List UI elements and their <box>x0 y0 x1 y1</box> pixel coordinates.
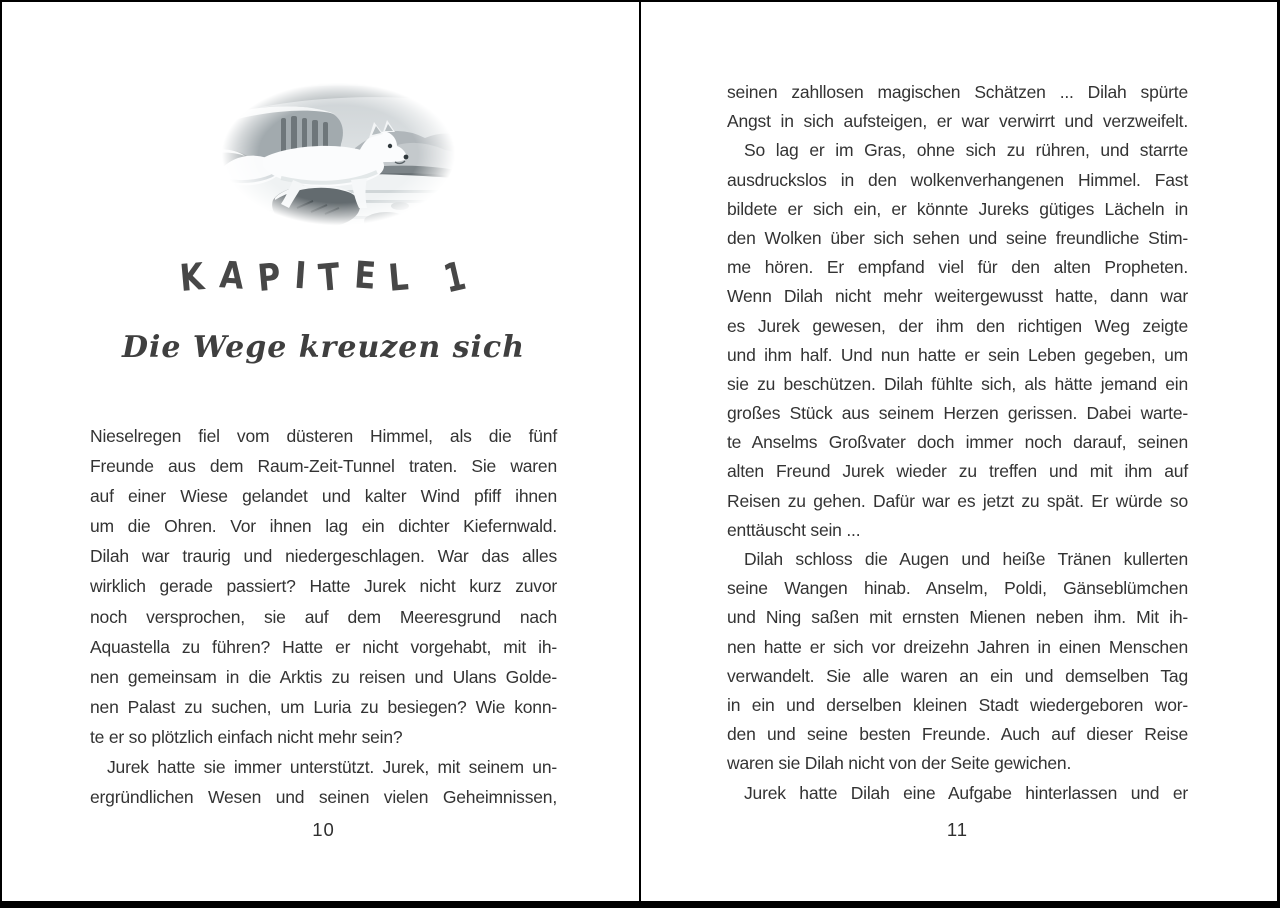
text-line: um die Ohren. Vor ihnen lag ein dichter Kiefernwald. <box>90 516 557 537</box>
text-line: te er so plötzlich einfach nicht mehr sein? <box>90 726 403 747</box>
text-line: und ihm half. Und nun hatte er sein Leben gegeben, um <box>727 344 1188 365</box>
text-line: ergründlichen Wesen und seinen vielen Geheimnissen, <box>90 787 557 808</box>
text-line: Wenn Dilah nicht mehr weitergewusst hatte, dann war <box>727 286 1188 307</box>
text-line: Nieselregen fiel vom düsteren Himmel, als die fünf <box>90 426 557 446</box>
chapter-illustration <box>185 60 492 248</box>
text-line: Reisen zu gehen. Dafür war es jetzt zu spät. Er würde so <box>727 490 1188 511</box>
scan-edge-bottom <box>0 901 1280 908</box>
left-page <box>0 0 639 908</box>
text-line: te Anselms Großvater doch immer noch darauf, seinen <box>727 432 1188 453</box>
text-line: Jurek hatte sie immer unterstützt. Jurek, mit seinem un- <box>107 757 557 778</box>
text-line: auf einer Wiese gelandet und kalter Wind pfiff ihnen <box>90 486 557 507</box>
text-line: Dilah schloss die Augen und heiße Tränen kullerten <box>744 549 1188 569</box>
text-line: Dilah war traurig und niedergeschlagen. War das alles <box>90 546 557 567</box>
text-line: Jurek hatte Dilah eine Aufgabe hinterlassen und er <box>744 782 1188 803</box>
text-line: noch versprochen, sie auf dem Meeresgrund nach <box>90 606 557 627</box>
scan-edge-left <box>0 0 2 908</box>
text-line: wirklich gerade passiert? Hatte Jurek nicht kurz zuvor <box>90 576 557 597</box>
text-line: großes Stück aus seinem Herzen gerissen. Dabei warte- <box>727 403 1188 424</box>
text-line: Angst in sich aufsteigen, er war verwirrt und verzweifelt. <box>727 111 1188 132</box>
right-page-number: 11 <box>946 819 969 840</box>
text-line: und Ning saßen mit ernsten Mienen neben ihm. Mit ih- <box>727 607 1188 628</box>
text-line: Freunde aus dem Raum-Zeit-Tunnel traten. Sie waren <box>90 456 557 477</box>
text-line: seine Wangen hinab. Anselm, Poldi, Gänseblümchen <box>727 578 1188 599</box>
text-line: seinen zahllosen magischen Schätzen ... Dilah spürte <box>727 82 1188 102</box>
text-line: Aquastella zu führen? Hatte er nicht vorgehabt, mit ih- <box>90 636 557 657</box>
left-page-text <box>90 421 557 812</box>
text-line: den Wolken über sich sehen und seine freundliche Stim- <box>727 227 1188 248</box>
text-line: verwandelt. Sie alle waren an ein und demselben Tag <box>727 665 1188 686</box>
text-line: alten Freund Jurek wieder zu treffen und mit ihm auf <box>727 461 1188 482</box>
text-line: in ein und derselben kleinen Stadt wiedergeboren wor- <box>727 694 1188 715</box>
right-page <box>641 0 1277 908</box>
text-line: bildete er sich ein, er könnte Jureks gütiges Lächeln in <box>727 198 1188 219</box>
text-line: es Jurek gewesen, der ihm den richtigen Weg zeigte <box>727 315 1188 336</box>
scan-edge-top <box>0 0 1280 2</box>
text-line: So lag er im Gras, ohne sich zu rühren, und starrte <box>744 140 1188 161</box>
chapter-heading: K A P I T E L 1 <box>178 252 470 302</box>
right-page-text <box>727 78 1188 808</box>
left-page-number: 10 <box>312 819 335 840</box>
text-line: sie zu beschützen. Dilah fühlte sich, als hätte jemand ein <box>727 373 1188 394</box>
chapter-title: Die Wege kreuzen sich <box>121 330 526 365</box>
text-line: waren sie Dilah nicht von der Seite gewichen. <box>727 753 1072 774</box>
text-line: nen gemeinsam in die Arktis zu reisen und Ulans Golde- <box>90 666 557 687</box>
text-line: den und seine besten Freunde. Auch auf dieser Reise <box>727 724 1188 745</box>
text-line: nen hatte er sich vor dreizehn Jahren in einen Menschen <box>727 636 1188 657</box>
text-line: ausdruckslos in den wolkenverhangenen Himmel. Fast <box>727 169 1188 190</box>
vignette-fade <box>185 60 492 248</box>
text-line: nen Palast zu suchen, um Luria zu besiegen? Wie konn- <box>90 696 557 717</box>
text-line: me hören. Er empfand viel für den alten Propheten. <box>727 257 1188 278</box>
text-line: enttäuscht sein ... <box>727 519 861 540</box>
